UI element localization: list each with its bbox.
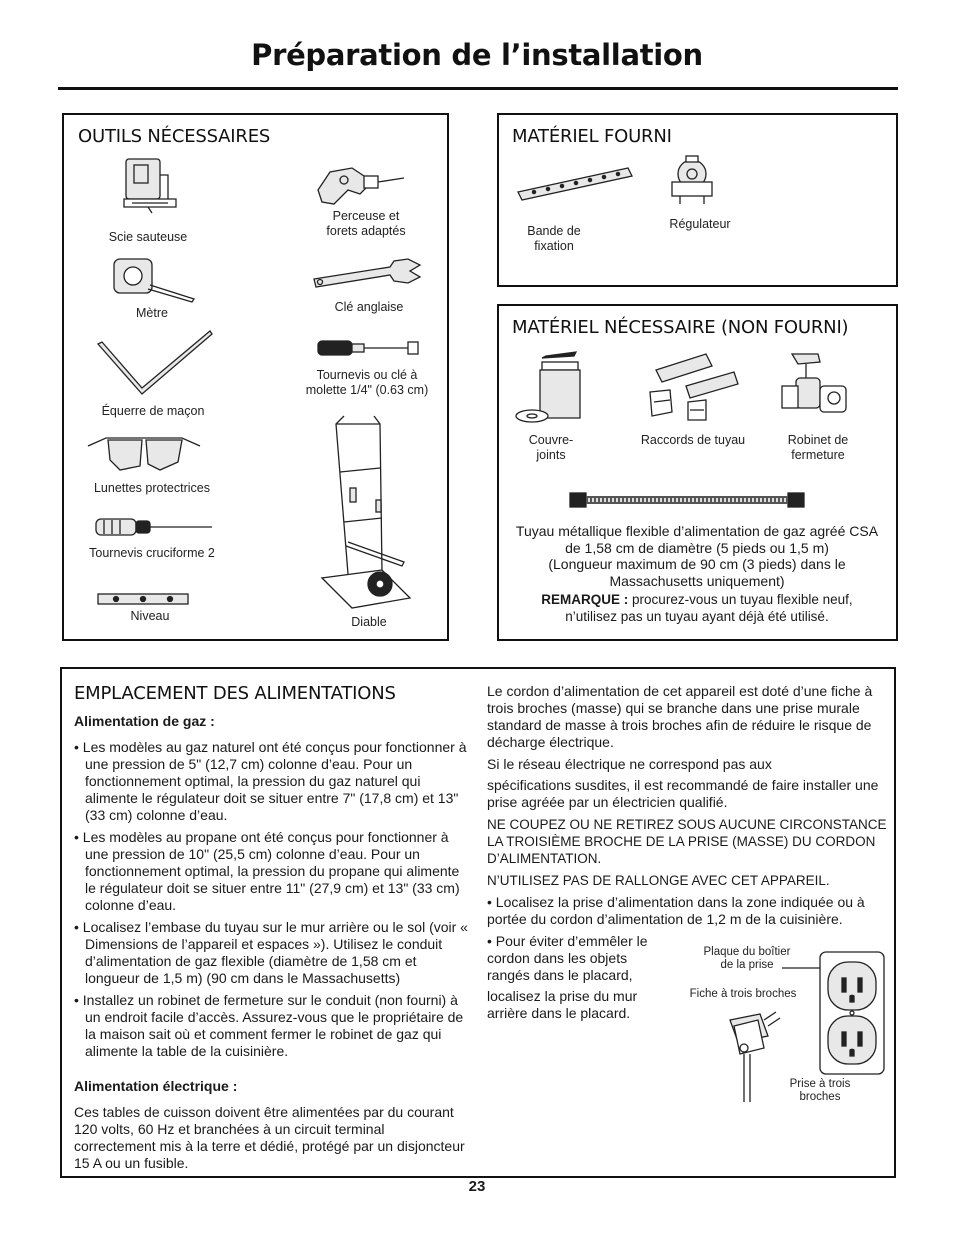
supplied-heading: MATÉRIEL FOURNI [512, 126, 672, 147]
gas-supply-heading: Alimentation de gaz : [74, 713, 215, 729]
wrench-icon [306, 257, 424, 289]
nut-driver-caption: Tournevis ou clé à molette 1/4" (0.63 cm) [305, 368, 429, 397]
drill-icon [312, 154, 408, 206]
cabinet-bullet: • Pour éviter d’emmêler le cordon dans les objets rangés dans le placard, [487, 933, 648, 983]
electrical-supply-heading: Alimentation électrique : [74, 1078, 238, 1094]
three-prong-plug-label: Fiche à trois broches [689, 988, 797, 1000]
dolly-caption: Diable [351, 615, 387, 629]
gas-bullet-pipe: • Localisez l’embase du tuyau sur le mur arrière ou le sol (voir « Dimensions de l’appareil et espaces »). Utilisez le conduit d’alimentation de gaz flexible (diamètre de 1,58 cm et longueur de 1,5 m) (90 cm dans le Massachusetts) [74, 919, 468, 986]
tools-heading: OUTILS NÉCESSAIRES [78, 126, 271, 147]
wrench-caption: Clé anglaise [334, 300, 404, 314]
remark-text: procurez-vous un tuyau flexible neuf, n’utilisez pas un tuyau ayant déjà été utilisé. [565, 592, 853, 624]
outlet-location-bullet: • Localisez la prise d’alimentation dans la zone indiquée ou à portée du cordon d’alimentation de 1,2 m de la cuisinière. [487, 894, 865, 927]
gas-bullet-valve: • Installez un robinet de fermeture sur le conduit (non fourni) à un endroit facile d’accès. Assurez-vous que le propriétaire de la maison sait où et comment fermer le robinet de gaz qui alimente la table de la cuisinière. [74, 992, 464, 1059]
power-mismatch-text: Si le réseau électrique ne correspond pas aux [487, 756, 772, 772]
outlet-plate-label: Plaque du boîtier de la prise [703, 946, 791, 971]
dolly-icon [318, 412, 422, 610]
title-rule [58, 87, 898, 90]
level-icon [96, 591, 190, 607]
pipe-fittings-icon [646, 350, 742, 422]
page-number: 23 [468, 1178, 486, 1195]
ground-warning-text: NE COUPEZ OU NE RETIREZ SOUS AUCUNE CIRCONSTANCE LA TROISIÈME BROCHE DE LA PRISE (MASSE) DU CORDON D’ALIMENTATION. [487, 817, 887, 866]
mounting-strap-icon [516, 166, 634, 202]
remark-note [526, 592, 868, 625]
shutoff-valve-caption: Robinet de fermeture [787, 433, 849, 462]
gas-bullet-natural: • Les modèles au gaz naturel ont été conçus pour fonctionner à une pression de 5" (12,7 cm) colonne d’eau. Pour un fonctionnement optimal, la pression du gaz naturel qui alimente le régulateur doit se situer entre 7" (17,8 cm) et 13" (33 cm) colonne d’eau. [74, 739, 467, 823]
required-heading: MATÉRIEL NÉCESSAIRE (NON FOURNI) [512, 317, 849, 338]
power-cord-text: Le cordon d’alimentation de cet appareil est doté d’une fiche à trois broches (masse) qui se branche dans une prise murale standard de masse à trois broches afin de réduire le risque de décharge électrique. [487, 683, 873, 750]
pipe-fittings-caption: Raccords de tuyau [640, 433, 746, 447]
safety-glasses-icon [86, 430, 202, 478]
massachusetts-note: (Longueur maximum de 90 cm (3 pieds) dans le Massachusetts uniquement) [548, 556, 846, 589]
gas-bullet-propane: • Les modèles au propane ont été conçus pour fonctionner à une pression de 10" (25,5 cm) colonne d’eau. Pour un fonctionnement optimal, la pression du propane qui alimente le régulateur doit se situer entre 11" (27,9 cm) et 13" (33 cm) colonne d’eau. [74, 829, 460, 913]
framing-square-caption: Équerre de maçon [101, 404, 205, 418]
nut-driver-icon [316, 337, 422, 359]
level-caption: Niveau [130, 609, 170, 623]
supply-left-column [74, 713, 470, 1177]
flexible-gas-line-icon [568, 490, 806, 510]
shutoff-valve-icon [778, 350, 854, 426]
drill-caption: Perceuse et forets adaptés [326, 209, 406, 238]
phillips-screwdriver-caption: Tournevis cruciforme 2 [89, 546, 215, 560]
electrician-text: spécifications susdites, il est recommandé de faire installer une prise agréée par un électricien qualifié. [487, 777, 879, 810]
extension-warning-text: N’UTILISEZ PAS DE RALLONGE AVEC CET APPAREIL. [487, 873, 830, 888]
jigsaw-caption: Scie sauteuse [108, 230, 188, 244]
page-title: Préparation de l’installation [251, 38, 703, 72]
remark-label: REMARQUE : [541, 592, 629, 607]
jigsaw-icon [118, 155, 180, 217]
safety-glasses-caption: Lunettes protectrices [93, 481, 211, 495]
mounting-strap-caption: Bande de fixation [527, 224, 581, 253]
cabinet-outlet-text: localisez la prise du mur arrière dans le placard. [487, 988, 638, 1021]
flexible-gas-line-text: Tuyau métallique flexible d’alimentation de gaz agréé CSA de 1,58 cm de diamètre (5 pieds ou 1,5 m) [515, 523, 879, 556]
tape-measure-caption: Mètre [136, 306, 168, 320]
regulator-icon [668, 154, 716, 206]
tape-measure-icon [110, 255, 198, 303]
pipe-sealant-icon [514, 350, 584, 428]
supply-location-heading: EMPLACEMENT DES ALIMENTATIONS [74, 683, 396, 704]
framing-square-icon [96, 330, 214, 398]
three-prong-outlet-label: Prise à trois broches [789, 1078, 851, 1103]
phillips-screwdriver-icon [94, 516, 216, 538]
regulator-caption: Régulateur [669, 217, 731, 231]
pipe-sealant-caption: Couvre- joints [528, 433, 574, 462]
electrical-supply-text: Ces tables de cuisson doivent être alimentées par du courant 120 volts, 60 Hz et branchées à un circuit terminal correctement mis à la terre et dédié, protégé par un disjoncteur 15 A ou un fusible. [74, 1104, 465, 1171]
